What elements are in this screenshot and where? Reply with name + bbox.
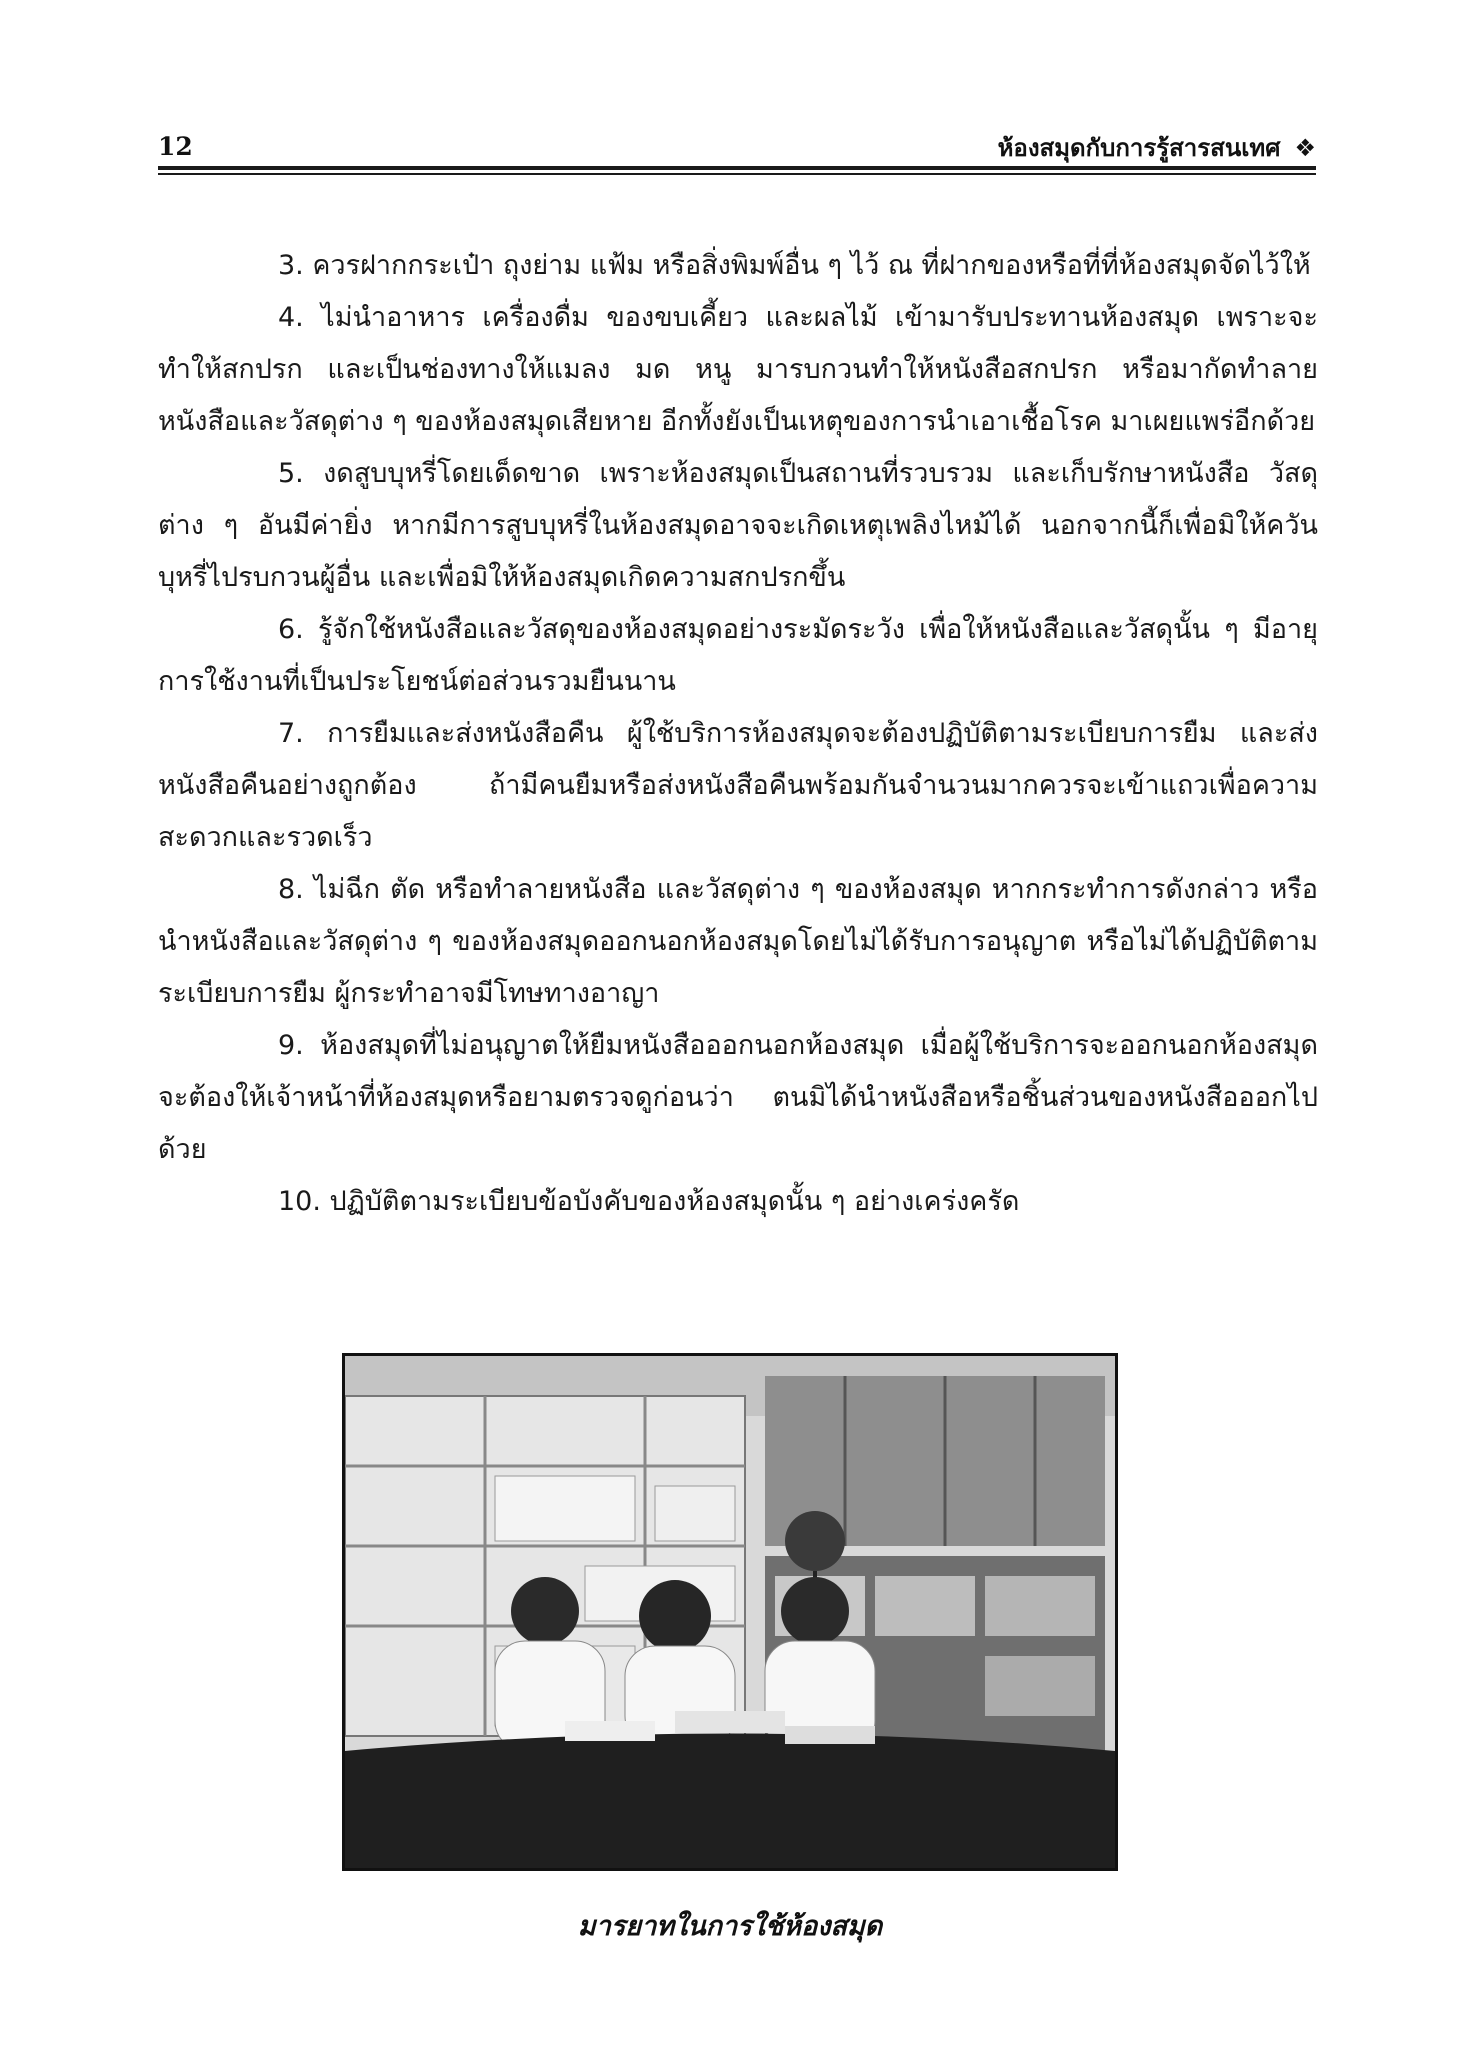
rule-item-6: 6. รู้จักใช้หนังสือและวัสดุของห้องสมุดอย่างระมัดระวัง เพื่อให้หนังสือและวัสดุนั้น ๆ มีอายุการใช้งานที่เป็นประโยชน์ต่อส่วนรวมยืนนาน <box>158 614 1318 697</box>
figure-caption: มารยาทในการใช้ห้องสมุด <box>577 1911 883 1942</box>
running-title <box>998 128 1316 167</box>
header-rule-thin <box>158 173 1316 175</box>
rule-item-10: 10. ปฏิบัติตามระเบียบข้อบังคับของห้องสมุดนั้น ๆ อย่างเคร่งครัด <box>278 1186 1020 1217</box>
rule-item-3: 3. ควรฝากกระเป๋า ถุงย่าม แฟ้ม หรือสิ่งพิมพ์อื่น ๆ ไว้ ณ ที่ฝากของหรือที่ที่ห้องสมุดจัดไว้ให้ <box>278 250 1311 281</box>
page-header <box>158 122 1316 162</box>
rule-item-4: 4. ไม่นำอาหาร เครื่องดื่ม ของขบเคี้ยว และผลไม้ เข้ามารับประทานห้องสมุด เพราะจะทำให้สกปรก และเป็นช่องทางให้แมลง มด หนู มารบกวนทำให้หนังสือสกปรก หรือมากัดทำลายหนังสือและวัสดุต่าง ๆ ของห้องสมุดเสียหาย อีกทั้งยังเป็นเหตุของการนำเอาเชื้อโรค มาเผยแพร่อีกด้วย <box>158 302 1318 437</box>
library-photo <box>342 1353 1118 1871</box>
rule-item-9: 9. ห้องสมุดที่ไม่อนุญาตให้ยืมหนังสือออกนอกห้องสมุด เมื่อผู้ใช้บริการจะออกนอกห้องสมุดจะต้องให้เจ้าหน้าที่ห้องสมุดหรือยามตรวจดูก่อนว่า ตนมิได้นำหนังสือหรือชิ้นส่วนของหนังสือออกไปด้วย <box>158 1030 1318 1165</box>
library-photo-illustration <box>345 1356 1115 1868</box>
body-text <box>158 240 1318 1228</box>
rule-item-8: 8. ไม่ฉีก ตัด หรือทำลายหนังสือ และวัสดุต่าง ๆ ของห้องสมุด หากกระทำการดังกล่าว หรือนำหนังสือและวัสดุต่าง ๆ ของห้องสมุดออกนอกห้องสมุดโดยไม่ได้รับการอนุญาต หรือไม่ได้ปฏิบัติตามระเบียบการยืม ผู้กระทำอาจมีโทษทางอาญา <box>158 874 1318 1009</box>
header-rule-thick <box>158 166 1316 170</box>
rule-item-5: 5. งดสูบบุหรี่โดยเด็ดขาด เพราะห้องสมุดเป็นสถานที่รวบรวม และเก็บรักษาหนังสือ วัสดุต่าง ๆ อันมีค่ายิ่ง หากมีการสูบบุหรี่ในห้องสมุดอาจจะเกิดเหตุเพลิงไหม้ได้ นอกจากนี้ก็เพื่อมิให้ควันบุหรี่ไปรบกวนผู้อื่น และเพื่อมิให้ห้องสมุดเกิดความสกปรกขึ้น <box>158 458 1318 593</box>
diamond-ornament-icon: ❖ <box>1294 134 1316 162</box>
running-title-text: ห้องสมุดกับการรู้สารสนเทศ <box>997 134 1281 162</box>
page-number: 12 <box>158 132 193 161</box>
rule-item-7: 7. การยืมและส่งหนังสือคืน ผู้ใช้บริการห้องสมุดจะต้องปฏิบัติตามระเบียบการยืม และส่งหนังสือคืนอย่างถูกต้อง ถ้ามีคนยืมหรือส่งหนังสือคืนพร้อมกันจำนวนมากควรจะเข้าแถวเพื่อความสะดวกและรวดเร็ว <box>158 718 1318 853</box>
